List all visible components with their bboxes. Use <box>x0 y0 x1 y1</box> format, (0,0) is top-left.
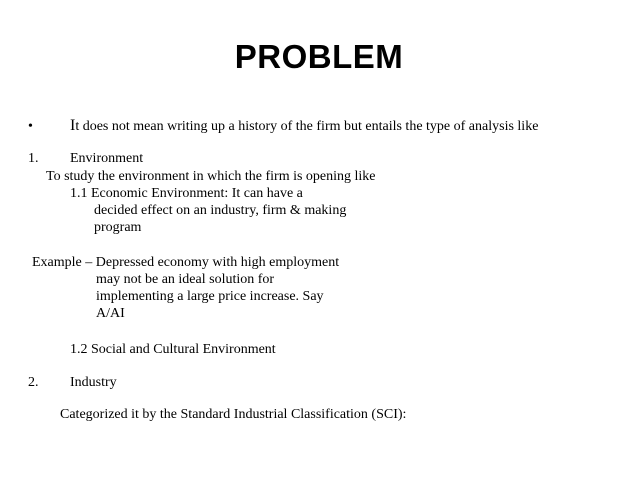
example-line-3: implementing a large price increase. Say <box>96 289 324 304</box>
sub1-line-3: program <box>94 220 142 235</box>
item2-detail: Categorized it by the Standard Industrial Classification (SCI): <box>60 407 407 422</box>
example-line-2: may not be an ideal solution for <box>96 272 275 287</box>
slide-title: PROBLEM <box>234 38 404 75</box>
bullet-rest: t does not mean writing up a history of the firm but entails the type of analysis like <box>75 119 539 134</box>
item1-number: 1. <box>28 151 39 166</box>
bullet-symbol: • <box>28 119 33 134</box>
item1-intro: To study the environment in which the firm is opening like <box>46 169 376 184</box>
bullet-first-letter: I <box>70 117 76 134</box>
sub1-line-2: decided effect on an industry, firm & making <box>94 203 347 218</box>
item2-label: Industry <box>70 375 117 390</box>
example-line-1: Example – Depressed economy with high employment <box>32 255 340 270</box>
sub1-line-1: 1.1 Economic Environment: It can have a <box>70 186 303 201</box>
item1-label: Environment <box>70 151 144 166</box>
sub2-text: 1.2 Social and Cultural Environment <box>70 342 276 357</box>
example-line-4: A/AI <box>96 306 125 321</box>
bullet-text <box>70 118 538 135</box>
item2-number: 2. <box>28 375 39 390</box>
